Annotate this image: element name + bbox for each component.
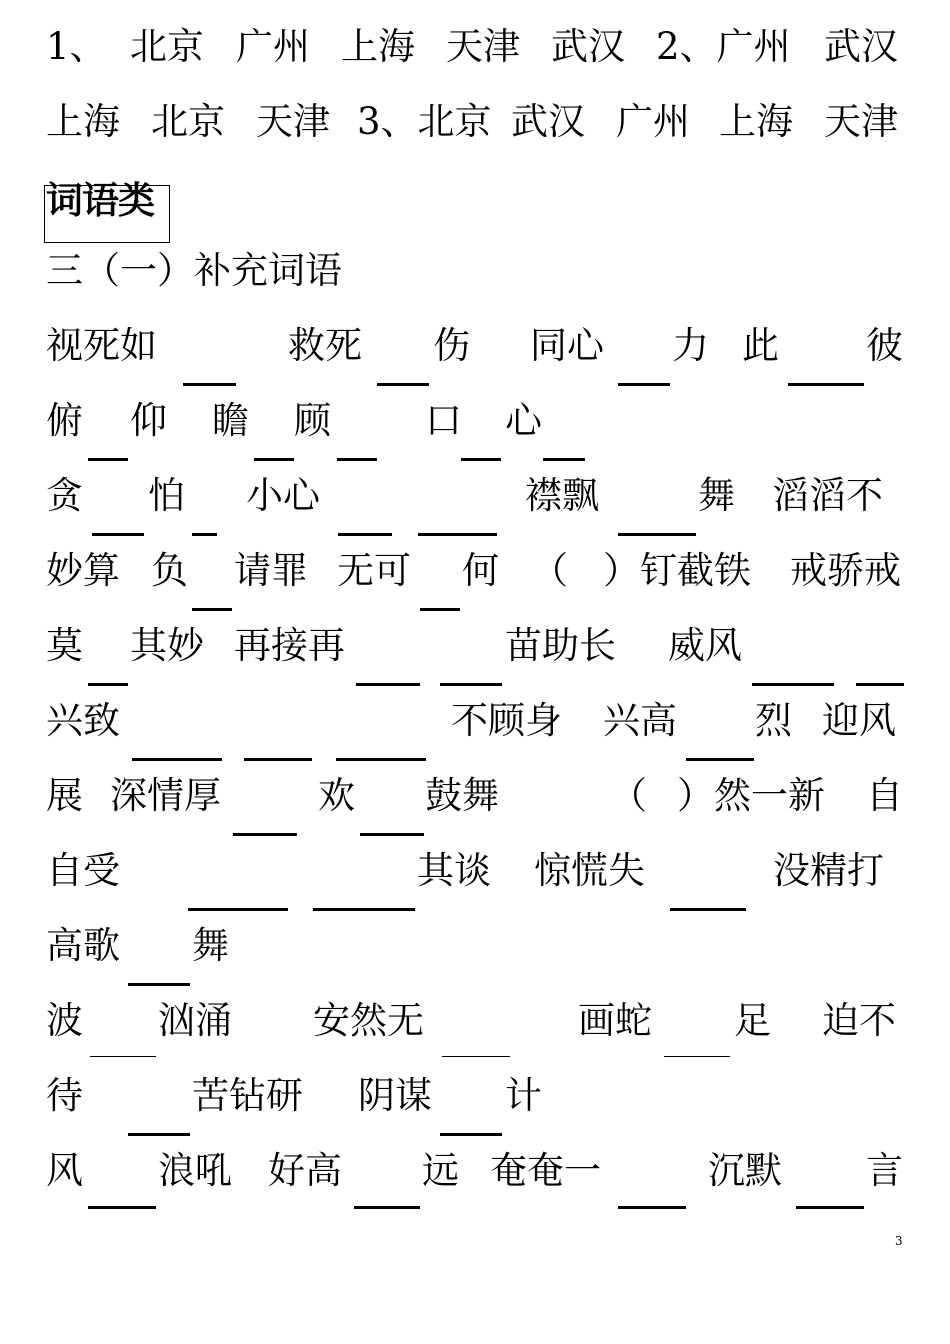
fill-blank[interactable]: [461, 458, 501, 461]
word-fragment: 言: [866, 1149, 903, 1192]
city-name: 武汉: [551, 25, 625, 68]
word-fragment: （: [610, 774, 647, 817]
word-fragment: 苦钻研: [192, 1074, 303, 1117]
city-name: 天津: [446, 25, 520, 68]
word-fragment: 画蛇: [578, 999, 652, 1042]
fill-blank[interactable]: [618, 383, 670, 386]
word-fragment: 不顾身: [451, 699, 562, 742]
city-name: 北京: [130, 25, 204, 68]
fill-blank[interactable]: [360, 833, 424, 836]
fill-blank[interactable]: [377, 383, 429, 386]
word-fragment: 顾: [294, 399, 331, 442]
city-name: 北京: [151, 100, 225, 143]
word-fragment: 小心: [246, 474, 320, 517]
word-fragment: 再接再: [234, 624, 345, 667]
fill-blank[interactable]: [752, 683, 834, 686]
city-name: 广州: [236, 25, 310, 68]
fill-blank[interactable]: [440, 683, 502, 686]
fill-blank[interactable]: [88, 1206, 156, 1209]
word-fragment: 风: [46, 1149, 83, 1192]
fill-blank[interactable]: [128, 983, 190, 986]
word-fragment: 其妙: [130, 624, 204, 667]
city-name: 上海: [341, 25, 415, 68]
fill-blank[interactable]: [128, 1133, 190, 1136]
fill-blank[interactable]: [183, 383, 236, 386]
word-fragment: 沉默: [708, 1149, 782, 1192]
fill-blank[interactable]: [233, 833, 297, 836]
word-fragment: 救死: [288, 324, 362, 367]
word-fragment: 滔滔不: [772, 474, 883, 517]
fill-blank[interactable]: [132, 758, 222, 761]
fill-blank[interactable]: [618, 533, 696, 536]
word-fragment: 同心: [530, 324, 604, 367]
word-fragment: 高歌: [46, 924, 120, 967]
word-fragment: 欢: [318, 774, 355, 817]
word-fragment: 襟飘: [525, 474, 599, 517]
page-number: 3: [895, 1234, 903, 1248]
answer-number: 1、: [46, 25, 107, 68]
word-fragment: 兴致: [46, 699, 120, 742]
section-heading: 词语类: [46, 178, 154, 222]
city-name: 广州: [616, 100, 690, 143]
word-fragment: 自: [866, 774, 903, 817]
city-name: 武汉: [511, 100, 585, 143]
word-fragment: 远: [422, 1149, 459, 1192]
word-fragment: 此: [742, 324, 779, 367]
word-fragment: 伤: [433, 324, 470, 367]
word-fragment: 贪: [46, 474, 83, 517]
exercise-line: [0, 316, 950, 376]
fill-blank[interactable]: [313, 908, 415, 911]
fill-blank[interactable]: [356, 683, 420, 686]
word-fragment: 舞: [192, 924, 229, 967]
answer-line: [0, 92, 950, 152]
fill-blank[interactable]: [788, 383, 864, 386]
fill-blank[interactable]: [440, 1133, 502, 1136]
fill-blank[interactable]: [92, 533, 144, 536]
city-name: 上海: [719, 100, 793, 143]
word-fragment: 待: [46, 1074, 83, 1117]
fill-blank[interactable]: [338, 533, 392, 536]
exercise-line: [0, 766, 950, 826]
fill-blank[interactable]: [420, 608, 460, 611]
fill-blank[interactable]: [442, 1056, 510, 1057]
word-fragment: 戒骄戒: [790, 549, 901, 592]
exercise-line: [0, 616, 950, 676]
word-fragment: 舞: [698, 474, 735, 517]
word-fragment: 其谈: [417, 849, 491, 892]
word-fragment: 奄奄一: [490, 1149, 601, 1192]
fill-blank[interactable]: [670, 908, 746, 911]
fill-blank[interactable]: [88, 683, 128, 686]
word-fragment: 迎风: [822, 699, 896, 742]
word-fragment: 波: [46, 999, 83, 1042]
fill-blank[interactable]: [254, 458, 294, 461]
word-fragment: 足: [734, 999, 771, 1042]
word-fragment: 请罪: [234, 549, 308, 592]
fill-blank[interactable]: [856, 683, 904, 686]
word-fragment: 彼: [866, 324, 903, 367]
fill-blank[interactable]: [188, 908, 288, 911]
city-name: 天津: [256, 100, 330, 143]
word-fragment: 烈: [755, 699, 792, 742]
exercise-line: [0, 466, 950, 526]
word-fragment: 仰: [130, 399, 167, 442]
word-fragment: 深情厚: [110, 774, 221, 817]
word-fragment: 妙算: [46, 549, 120, 592]
word-fragment: 汹涌: [158, 999, 232, 1042]
fill-blank[interactable]: [418, 533, 497, 536]
word-fragment: 无可: [337, 549, 411, 592]
exercise-line: [0, 391, 950, 451]
word-fragment: 好高: [268, 1149, 342, 1192]
word-fragment: 力: [672, 324, 709, 367]
word-fragment: 瞻: [212, 399, 249, 442]
word-fragment: 没精打: [773, 849, 884, 892]
exercise-line: [0, 991, 950, 1051]
fill-blank[interactable]: [192, 533, 217, 536]
subsection-title: 三（一）补充词语: [46, 249, 342, 292]
exercise-line: [0, 916, 950, 976]
exercise-line: [0, 841, 950, 901]
word-fragment: ）钉截铁: [603, 549, 751, 592]
word-fragment: 苗助长: [505, 624, 616, 667]
word-fragment: 俯: [46, 399, 83, 442]
fill-blank[interactable]: [796, 1206, 864, 1209]
fill-blank[interactable]: [354, 1206, 420, 1209]
answer-line: [0, 17, 950, 77]
city-name: 2、广州: [656, 25, 791, 68]
word-fragment: 莫: [46, 624, 83, 667]
fill-blank[interactable]: [337, 458, 377, 461]
fill-blank[interactable]: [90, 1056, 156, 1057]
city-name: 天津: [824, 100, 898, 143]
city-name: 3、北京: [357, 100, 492, 143]
word-fragment: 鼓舞: [425, 774, 499, 817]
word-fragment: 口: [425, 399, 462, 442]
word-fragment: 威风: [668, 624, 742, 667]
fill-blank[interactable]: [543, 458, 585, 461]
city-name: 武汉: [824, 25, 898, 68]
exercise-line: [0, 1066, 950, 1126]
word-fragment: （: [531, 549, 568, 592]
exercise-line: [0, 541, 950, 601]
exercise-line: [0, 1141, 950, 1201]
word-fragment: 心: [505, 399, 542, 442]
fill-blank[interactable]: [686, 758, 754, 761]
fill-blank[interactable]: [244, 758, 312, 761]
word-fragment: 惊慌失: [534, 849, 645, 892]
word-fragment: 视死如: [46, 324, 157, 367]
fill-blank[interactable]: [192, 608, 232, 611]
word-fragment: ）然一新: [677, 774, 825, 817]
fill-blank[interactable]: [88, 458, 128, 461]
word-fragment: 迫不: [822, 999, 896, 1042]
word-fragment: 展: [46, 774, 83, 817]
word-fragment: 何: [462, 549, 499, 592]
word-fragment: 安然无: [313, 999, 424, 1042]
word-fragment: 兴高: [603, 699, 677, 742]
fill-blank[interactable]: [336, 758, 426, 761]
word-fragment: 阴谋: [358, 1074, 432, 1117]
exercise-line: [0, 691, 950, 751]
word-fragment: 浪吼: [158, 1149, 232, 1192]
fill-blank[interactable]: [664, 1056, 730, 1057]
word-fragment: 怕: [148, 474, 185, 517]
word-fragment: 负: [151, 549, 188, 592]
word-fragment: 计: [505, 1074, 542, 1117]
city-name: 上海: [46, 100, 120, 143]
word-fragment: 自受: [46, 849, 120, 892]
fill-blank[interactable]: [618, 1206, 686, 1209]
